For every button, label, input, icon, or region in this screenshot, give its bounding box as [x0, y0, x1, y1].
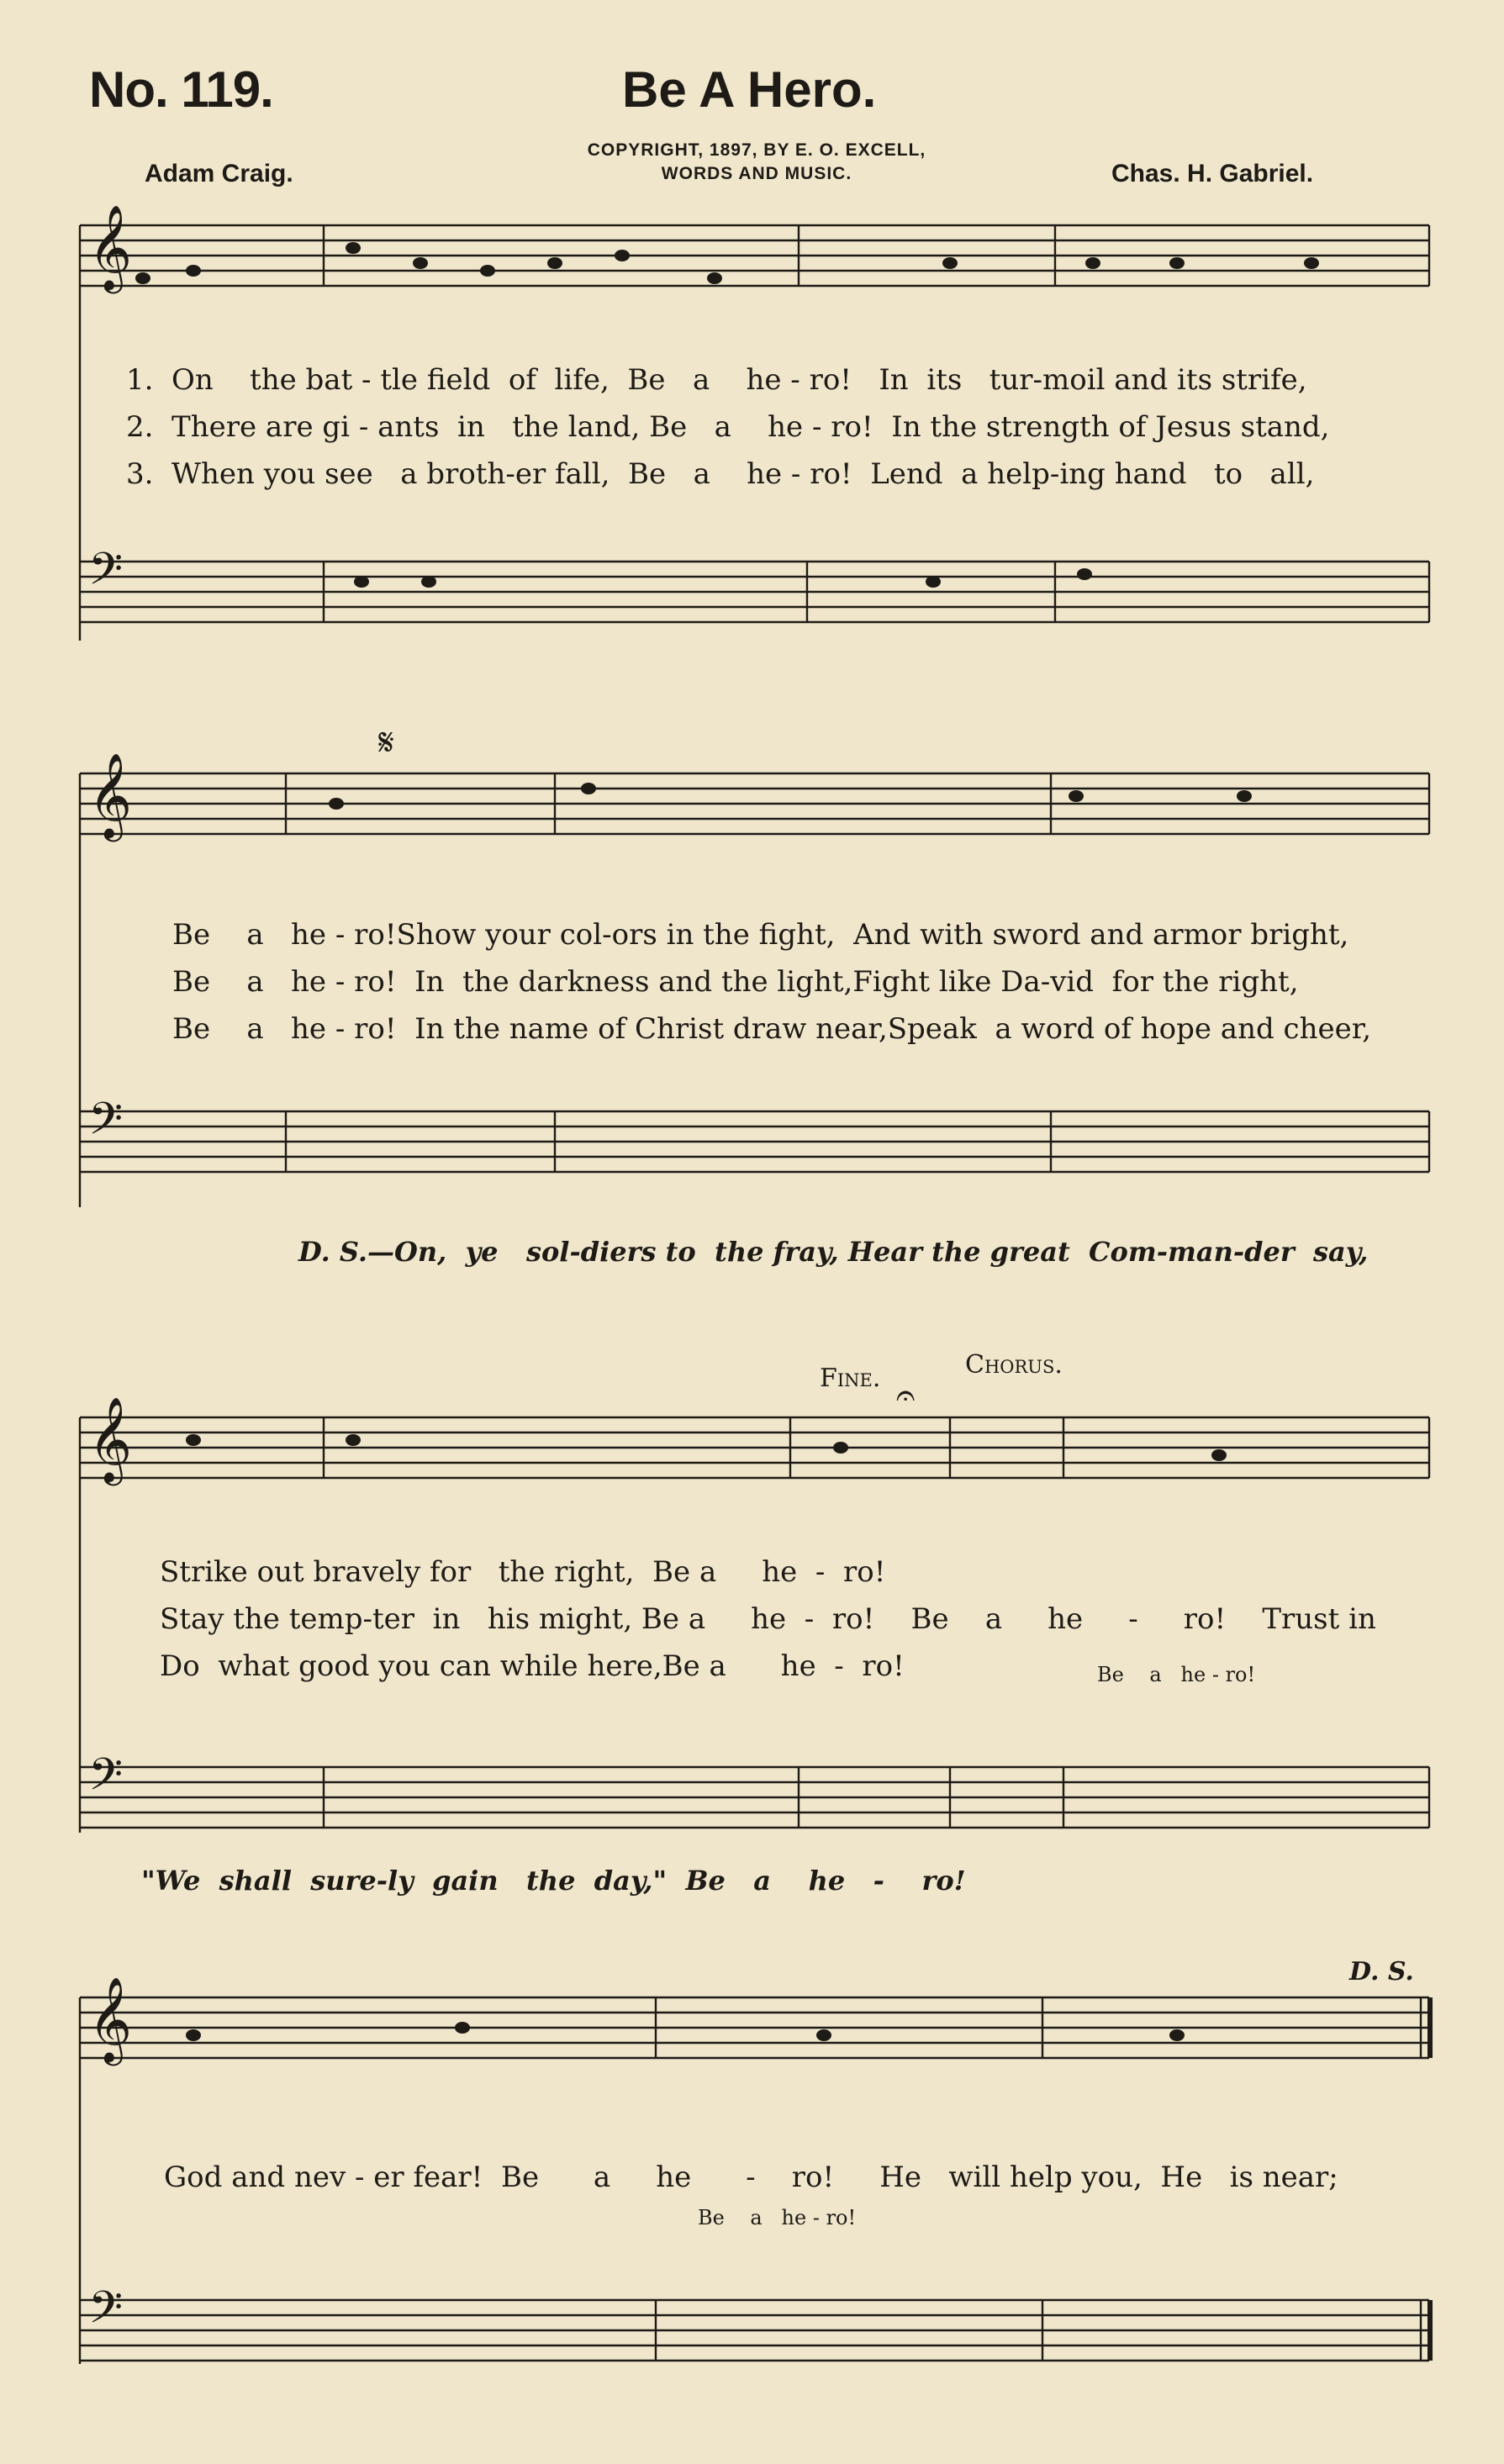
- verse-3-line-3: Do what good you can while here,Be a he - ro!: [160, 1649, 905, 1683]
- fine-marking: Fine.: [820, 1364, 881, 1393]
- staff-bass-2: [80, 1111, 1429, 1172]
- lyricist: Adam Craig.: [145, 160, 293, 187]
- treble-clef-icon: 𝄞: [88, 1976, 133, 2062]
- staff-treble-4: [80, 1997, 1429, 2058]
- staff-treble-2: [80, 773, 1429, 834]
- hymn-title: Be A Hero.: [622, 61, 877, 118]
- bass-clef-icon: 𝄢: [88, 1749, 124, 1812]
- staff-bass-3: [80, 1767, 1429, 1828]
- echo-text: Be a he - ro!: [1097, 1663, 1256, 1686]
- verse-3-line-2: Be a he - ro! In the name of Christ draw near,Speak a word of hope and cheer,: [172, 1012, 1372, 1046]
- verse-1-line-3: Strike out bravely for the right, Be a he - ro!: [160, 1555, 886, 1589]
- composer: Chas. H. Gabriel.: [1111, 160, 1314, 187]
- staff-treble-1: [80, 225, 1429, 286]
- ds-lyric-line-1: D. S.—On, ye sol-diers to the fray, Hear the great Com-man-der say,: [298, 1236, 1369, 1268]
- treble-clef-icon: 𝄞: [88, 203, 133, 290]
- staff-treble-3: [80, 1417, 1429, 1478]
- ds-marking: D. S.: [1349, 1957, 1414, 1987]
- treble-clef-icon: 𝄞: [88, 1396, 133, 1482]
- verse-1-line-1: 1. On the bat - tle field of life, Be a he - ro! In its tur-moil and its strife,: [126, 363, 1307, 397]
- verse-2-line-3: Stay the temp-ter in his might, Be a he - ro! Be a he - ro! Trust in: [160, 1602, 1376, 1636]
- hymn-number: No. 119.: [89, 61, 273, 118]
- verse-3-line-1: 3. When you see a broth-er fall, Be a he - ro! Lend a help-ing hand to all,: [126, 457, 1315, 491]
- ds-lyric-line-2: "We shall sure-ly gain the day," Be a he - ro!: [141, 1865, 966, 1897]
- staff-bass-4: [80, 2300, 1429, 2361]
- chorus-marking: Chorus.: [965, 1350, 1063, 1380]
- bass-clef-icon: 𝄢: [88, 544, 124, 606]
- chorus-line-2: God and nev - er fear! Be a he - ro! He will help you, He is near;: [164, 2161, 1338, 2194]
- bass-clef-icon: 𝄢: [88, 1094, 124, 1156]
- bass-clef-icon: 𝄢: [88, 2282, 124, 2345]
- treble-clef-icon: 𝄞: [88, 752, 133, 838]
- verse-2-line-2: Be a he - ro! In the darkness and the light,Fight like Da-vid for the right,: [172, 965, 1299, 999]
- verse-1-line-2: Be a he - ro!Show your col-ors in the fight, And with sword and armor bright,: [172, 918, 1349, 952]
- fermata-icon: 𝄐: [896, 1376, 916, 1415]
- staff-bass-1: [80, 562, 1429, 622]
- copyright-line-1: COPYRIGHT, 1897, BY E. O. EXCELL,: [587, 140, 926, 160]
- segno-icon: 𝄋: [378, 721, 394, 764]
- verse-2-line-1: 2. There are gi - ants in the land, Be a he - ro! In the strength of Jesus stand,: [126, 410, 1330, 444]
- copyright-line-2: WORDS AND MUSIC.: [661, 164, 852, 183]
- echo-text: Be a he - ro!: [698, 2206, 857, 2229]
